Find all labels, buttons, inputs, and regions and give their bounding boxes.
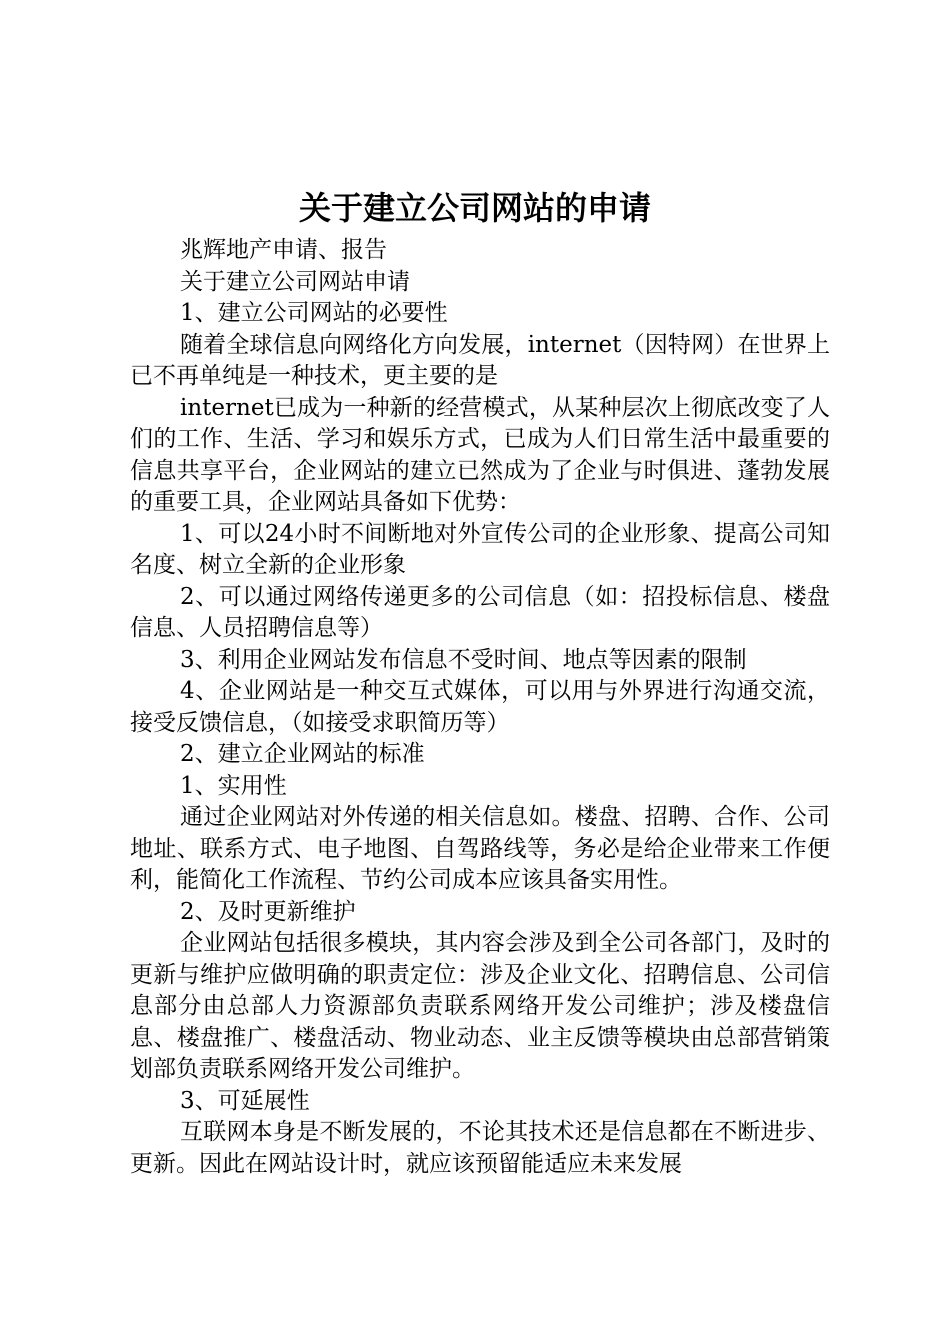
section-heading-necessity: 1、建立公司网站的必要性	[180, 300, 448, 326]
document-body	[130, 235, 830, 1180]
paragraph-maintenance: 企业网站包括很多模块，其内容会涉及到全公司各部门，及时的更新与维护应做明确的职责定位：涉及企业文化、招聘信息、公司信息部分由总部人力资源部负责联系网络开发公司维护；涉及楼盘信息、楼盘推广、楼盘活动、物业动态、业主反馈等模块由总部营销策划部负责联系网络开发公司维护。	[130, 930, 830, 1082]
paragraph-subject: 关于建立公司网站申请	[180, 268, 410, 295]
subheading-practicality: 1、实用性	[180, 772, 287, 799]
paragraph-intro: 随着全球信息向网络化方向发展，internet（因特网）在世界上已不再单纯是一种技术，更主要的是	[130, 331, 830, 389]
paragraph-extensibility: 互联网本身是不断发展的，不论其技术还是信息都在不断进步、更新。因此在网站设计时，就应该预留能适应未来发展	[130, 1119, 830, 1177]
paragraph-applicant: 兆辉地产申请、报告	[180, 237, 387, 263]
advantage-item-3: 3、利用企业网站发布信息不受时间、地点等因素的限制	[180, 646, 747, 673]
advantage-item-2: 2、可以通过网络传递更多的公司信息（如：招投标信息、楼盘信息、人员招聘信息等）	[130, 583, 830, 641]
paragraph-practicality: 通过企业网站对外传递的相关信息如。楼盘、招聘、合作、公司地址、联系方式、电子地图、自驾路线等，务必是给企业带来工作便利，能简化工作流程、节约公司成本应该具备实用性。	[130, 804, 830, 893]
advantage-item-4: 4、企业网站是一种交互式媒体，可以用与外界进行沟通交流，接受反馈信息，（如接受求职简历等）	[130, 678, 830, 736]
advantage-item-1: 1、可以24小时不间断地对外宣传公司的企业形象、提高公司知名度、树立全新的企业形象	[130, 520, 830, 578]
paragraph-business-model: internet已成为一种新的经营模式，从某种层次上彻底改变了人们的工作、生活、学习和娱乐方式，已成为人们日常生活中最重要的信息共享平台，企业网站的建立已然成为了企业与时俱进、蓬勃发展的重要工具，企业网站具备如下优势：	[130, 394, 830, 515]
subheading-maintenance: 2、及时更新维护	[180, 898, 356, 925]
document-title: 关于建立公司网站的申请	[298, 189, 651, 227]
section-heading-standards: 2、建立企业网站的标准	[180, 741, 425, 767]
subheading-extensibility: 3、可延展性	[180, 1087, 310, 1114]
